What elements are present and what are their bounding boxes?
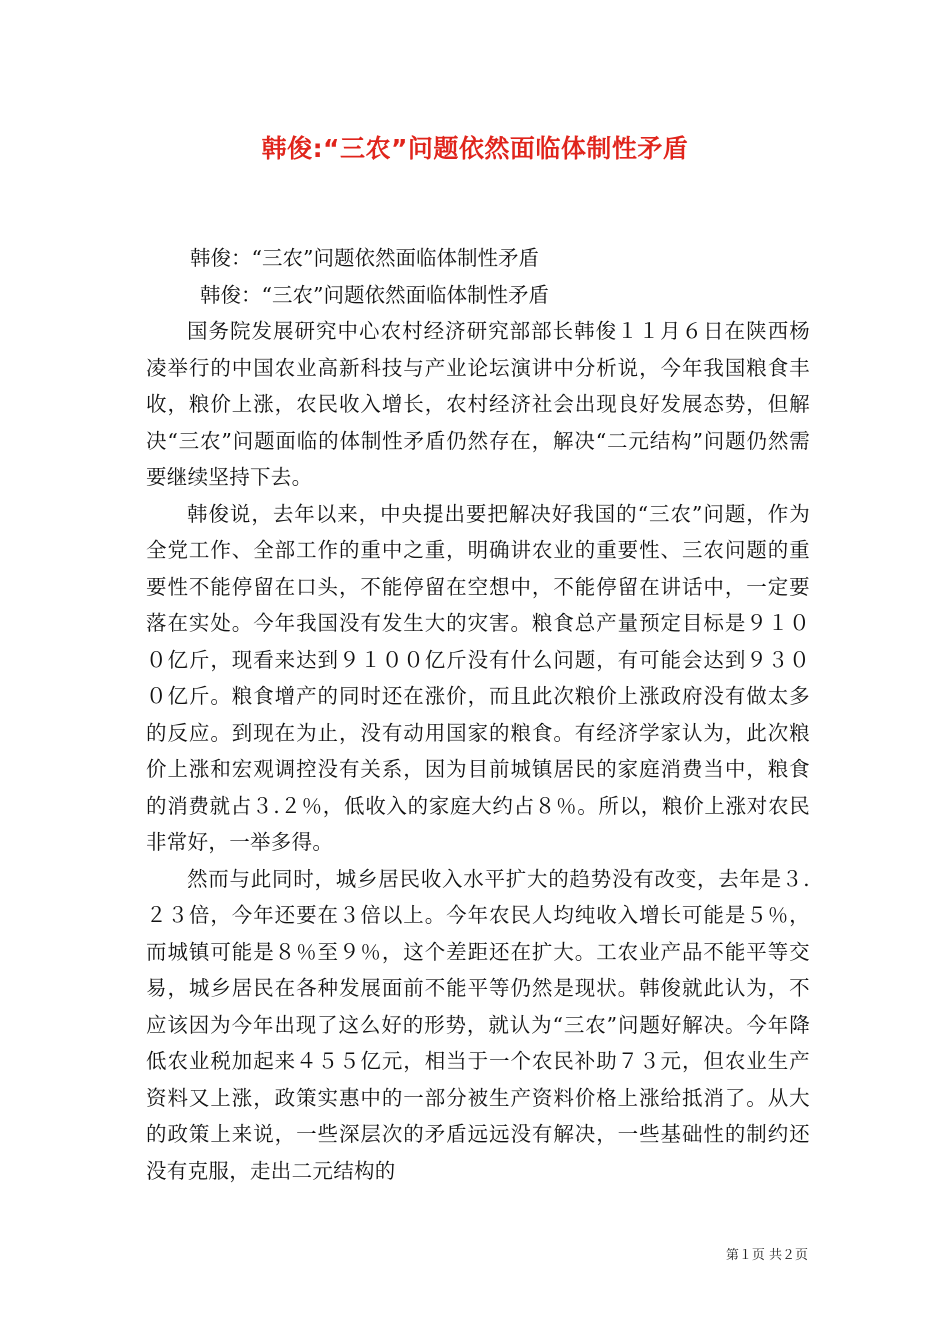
page-number-footer: 第１页 共２页 <box>725 1248 808 1263</box>
subtitle-line-2: 韩俊：“三农”问题依然面临体制性矛盾 <box>200 282 549 307</box>
document-title: 韩俊:“三农”问题依然面临体制性矛盾 <box>261 134 689 163</box>
paragraph-3: 然而与此同时，城乡居民收入水平扩大的趋势没有改变，去年是３.２３倍，今年还要在３倍以上。今年农民人均纯收入增长可能是５％，而城镇可能是８％至９％，这个差距还在扩大。工农业产品不能平等交易，城乡居民在各种发展面前不能平等仍然是现状。韩俊就此认为，不应该因为今年出现了这么好的形势，就认为“三农”问题好解决。今年降低农业税加起来４５５亿元，相当于一个农民补助７３元，但农业生产资料又上涨，政策实惠中的一部分被生产资料价格上涨给抵消了。从大的政策上来说，一些深层次的矛盾远远没有解决，一些基础性的制约还没有克服，走出二元结构的 <box>146 866 810 1183</box>
paragraph-2: 韩俊说，去年以来，中央提出要把解决好我国的“三农”问题，作为全党工作、全部工作的重中之重，明确讲农业的重要性、三农问题的重要性不能停留在口头，不能停留在空想中，不能停留在讲话中，一定要落在实处。今年我国没有发生大的灾害。粮食总产量预定目标是９１００亿斤，现看来达到９１００亿斤没有什么问题，有可能会达到９３００亿斤。粮食增产的同时还在涨价，而且此次粮价上涨政府没有做太多的反应。到现在为止，没有动用国家的粮食。有经济学家认为，此次粮价上涨和宏观调控没有关系，因为目前城镇居民的家庭消费当中，粮食的消费就占３.２％，低收入的家庭大约占８％。所以，粮价上涨对农民非常好，一举多得。 <box>146 501 810 854</box>
paragraph-1: 国务院发展研究中心农村经济研究部部长韩俊１１月６日在陕西杨凌举行的中国农业高新科技与产业论坛演讲中分析说，今年我国粮食丰收，粮价上涨，农民收入增长，农村经济社会出现良好发展态势，但解决“三农”问题面临的体制性矛盾仍然存在，解决“二元结构”问题仍然需要继续坚持下去。 <box>146 319 810 489</box>
document-body <box>146 240 810 1189</box>
subtitle-line-1: 韩俊：“三农”问题依然面临体制性矛盾 <box>190 246 539 270</box>
